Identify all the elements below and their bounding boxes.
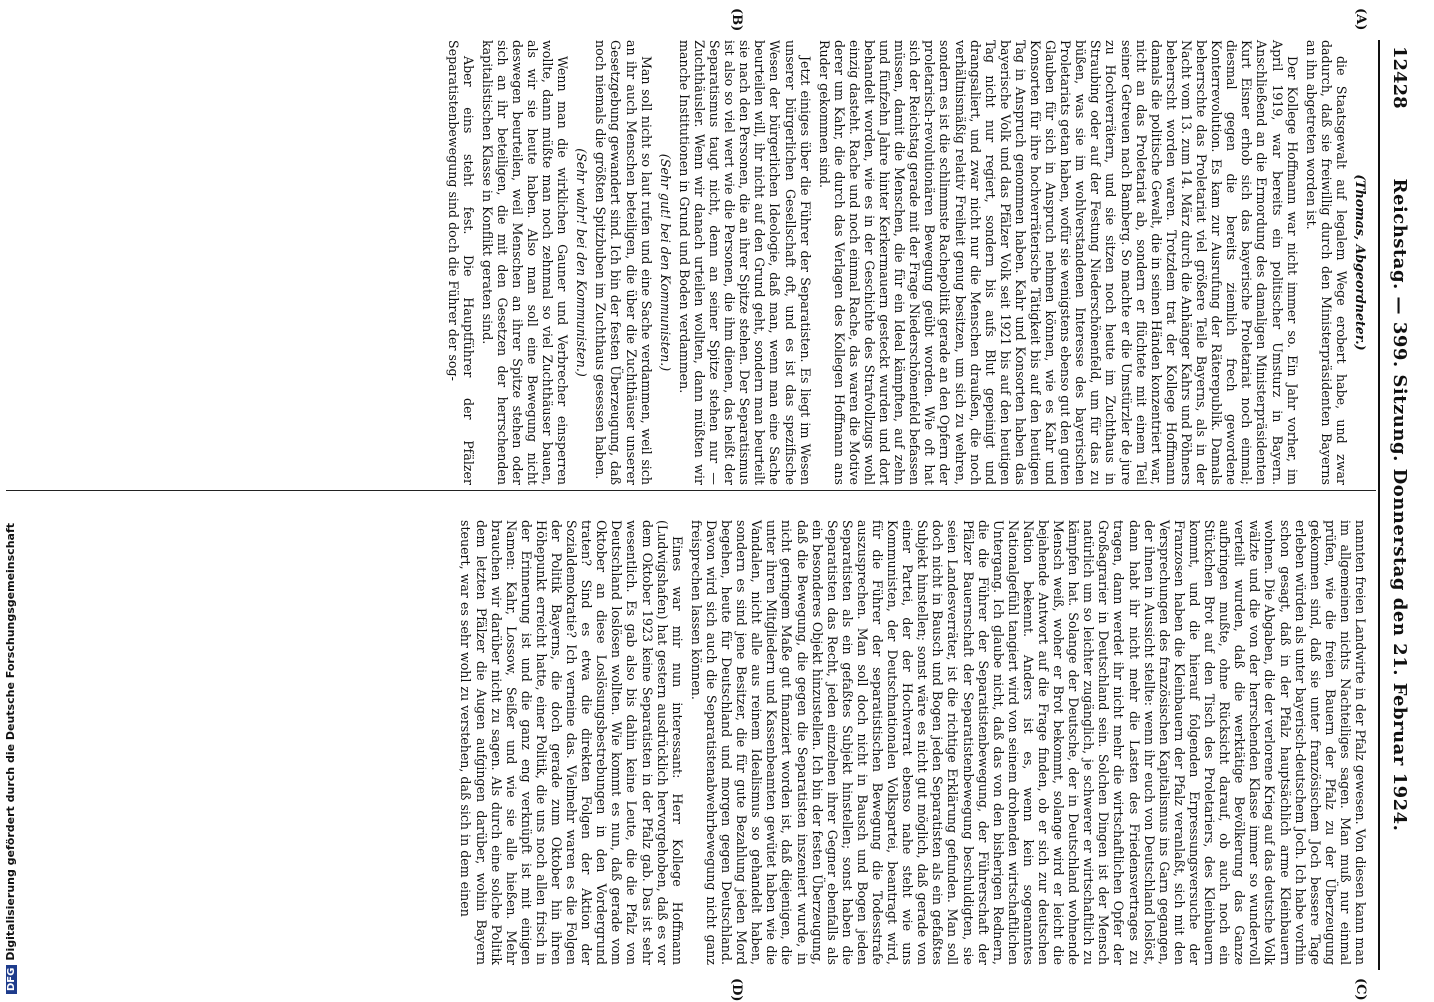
paragraph: Jetzt einiges über die Führer der Separatisten. Es liegt im Wesen unserer bürgerlichen Gesellschaft oft, und es ist das spezifische Wesen der bürgerlichen Ideologie, daß man, wenn man eine Sache beurteilen will, ihr nicht auf den Grund geht, sondern man beurteilt sie nach den Personen, die an ihrer Spitze stehen. Der Separatismus ist also so viel wert wie die Personen, die ihm dienen, das heißt der Separatismus taugt nicht, denn an seiner Spitze stehen nur — Zuchthäusler. Wenn wir danach urteilen wollten, dann müßten wir manche Institutionen in Grund und Boden verdammen. <box>676 40 813 485</box>
paragraph: Aber eins steht fest. Die Hauptführer der Pfälzer Separatistenbewegung sind doch die Führer der sog- <box>445 40 476 485</box>
page-header <box>1378 40 1414 970</box>
margin-marker-d: (D) <box>729 978 744 1002</box>
left-column <box>441 40 1368 485</box>
page-number: 12428 <box>1389 46 1410 109</box>
paragraph: nannten freien Landwirte in der Pfalz gewesen. Von diesen kann man im allgemeinen nichts Nachteiliges sagen. Man muß nur einmal prüfen, wie die freien Bauern der Pfalz zu der Überzeugung gekommen sind, daß sie unter französischem Joch bessere Tage erleben würden als unter bayerisch-deutschem Joch. Ich habe vorhin schon gesagt, daß in der Pfalz hauptsächlich arme Kleinbauern wohnen. Die Abgaben, die der verlorene Krieg auf das deutsche Volk wälzte und die von der herrschenden Klasse immer so wundervoll verteilt wurden, daß die werktätige Bevölkerung das Ganze aufbringen mußte, ohne Rücksicht darauf, ob auch noch ein Stückchen Brot auf den Tisch des Proletariers, des Kleinbauern kommt, und die hierauf folgenden Erpressungsversuche der Franzosen haben die Kleinbauern der Pfalz veranlaßt, sich mit den Versprechungen des französischen Kapitalismus ins Garn gegangen, der ihnen in Aussicht stellte: wenn ihr euch von Deutschland loslöst, dann habt ihr nicht mehr die Lasten des Friedensvertrages zu tragen, dann werdet ihr nicht mehr die wirtschaftlichen Opfer der Großagrarier in Deutschland sein. Solchen Dingen ist der Mensch natürlich um so leichter zugänglich, je schwerer er wirtschaftlich zu kämpfen hat. Solange der Deutsche, der in Deutschland wohnende Mensch weiß, woher er Brot bekommt, solange wird er leicht die bejahende Antwort auf die Frage finden, ob er sich zur deutschen Nation bekennt. Anders ist es, wenn kein sogenanntes Nationalgefühl tangiert wird von seinem drohenden wirtschaftlichen Untergang. Ich glaube nicht, daß das von den bisherigen Rednern, die die Führer der Separatistenbewegung, der Führerschaft der Pfälzer Bauernschaft der Separatistenbewegung beschuldigten, sie seien Landesverräter, ist die richtige Erklärung gefunden. Man soll doch nicht in Bausch und Bogen jeden Separatisten als ein gefaßtes Subjekt hinstellen; sonst wäre es nicht gut möglich, daß gerade von einer Partei, der der Hochverrat ebenso nahe steht wie uns Kommunisten, der Deutschnationalen Volkspartei, beantragt wird, für die Führer der separatistischen Bewegung die Todesstrafe auszusprechen. Man soll doch nicht in Bausch und Bogen jeden Separatisten als ein gefaßtes Subjekt hinstellen; sonst haben die Separatisten das Recht, jeden einzelnen ihrer Gegner ebenfalls als ein besonderes Objekt hinzustellen. Ich bin der festen Überzeugung, daß die Bewegung, die gegen die Separatisten inszeniert wurde, in nicht geringem Maße gut finanziert worden ist, daß diejenigen, die unter ihren Mitgliedern und Kassenbeamten gewütet haben wie die Vandalen, nicht alle aus reinem Idealismus so gehandelt haben, sondern es sind jene Besitzer, die für gute Bezahlung jeden Mord begehen, heute für Deutschland und morgen gegen Deutschland. Davon wird sich auch die Separatistenabwehrbewegung nicht ganz freisprechen lassen können. <box>688 520 1368 965</box>
page-title: Reichstag. — 399. Sitzung. Donnerstag den 21. Februar 1924. <box>1389 178 1410 832</box>
speaker-label: (Thomas, Abgeordneter.) <box>1353 174 1368 351</box>
interjection: (Sehr wahr! bei den Kommunisten.) <box>574 148 590 377</box>
margin-marker-c: (C) <box>1353 978 1368 1001</box>
dfg-logo: DFG <box>6 965 17 994</box>
right-column <box>454 520 1368 965</box>
credit-text: Digitalisierung gefördert durch die Deutsche Forschungsgemeinschaft <box>4 522 17 961</box>
column-divider <box>6 490 1376 491</box>
paragraph: Der Kollege Hoffmann war nicht immer so. Ein Jahr vorher, im April 1919, war bereits ein politischer Umsturz in Bayern. Anschließend an die Ermordung des damaligen Ministerpräsidenten Kurt Eisner erhob sich das bayerische Proletariat noch einmal; diesmal gegen die bereits ziemlich frech gewordene Konterrevolution. Es kam zur Ausrufung der Räterepublik. Damals beherrschte das Proletariat viel größere Teile Bayerns, als in der Nacht vom 13. zum 14. März durch die Anhänger Kahrs und Pöhners beherrscht worden waren. Trotzdem trat der Kollege Hoffmann damals die politische Gewalt, die in seinen Händen konzentriert war, nicht an das Proletariat ab, sondern er flüchtete mit einem Teil seiner Getreuen nach Bamberg. So machte er die Umstürzler de jure zu Hochverrätern, und sie sitzen noch heute im Zuchthaus in Straubing oder auf der Festung Niederschönenfeld, um für das zu büßen, was sie im wohlverstandenen Interesse des bayerischen Proletariats getan haben, wofür sie wenigstens ebenso gut den guten Glauben für sich in Anspruch nehmen können, wie es Kahr und Konsorten für ihre hochverräterische Tätigkeit bis auf den heutigen Tag in Anspruch genommen haben. Kahr und Konsorten haben das bayerische Volk und das Pfälzer Volk seit 1921 bis auf den heutigen Tag nicht nur regiert, sondern bis aufs Blut gepeinigt und drangsaliert, und zwar nicht nur die Menschen draußen, die noch verhältnismäßig relativ Freiheit genug besitzen, um sich zu wehren, sondern es ist die schlimmste Rachepolitik gerade an den Opfern der proletarisch-revolutionären Bewegung geübt worden. Wie oft hat sich der Reichstag gerade mit der Frage Niederschönenfeld befassen müssen, damit die Menschen, die für ein Ideal kämpften, auf zehn und fünfzehn Jahre hinter Kerkermauern gesteckt wurden und dort behandelt worden, wie es in der Geschichte des Strafvollzugs wohl einzig dasteht. Rache und noch einmal Rache, das waren die Motive derer um Kahr, die durch das Verlagen des Kollegen Hoffmann ans Ruder gekommen sind. <box>816 40 1300 485</box>
paragraph: Eines war mir nun interessant: Herr Kollege Hoffmann (Ludwigshafen) hat gestern ausdrücklich hervorgehoben, daß es vor dem Oktober 1923 keine Separatisten in der Pfalz gab. Das ist sehr wesentlich. Es gab also bis dahin keine Leute, die die Pfalz von Deutschland loslösen wollten. Wie kommt es nun, daß gerade vom Oktober an diese Loslösungsbestrebungen in den Vordergrund traten? Sind es etwa die direkten Folgen der Aktion der Sozialdemokratie? Ich verneine das. Vielmehr waren es die Folgen der Politik Bayerns, die doch gerade zum Oktober hin ihren Höhepunkt erreicht hatte, einer Politik, die uns noch allen frisch in der Erinnerung ist und die ganz eng verknüpft ist mit einigen Namen: Kahr, Lossow, Seißer und wie sie alle hießen. Mehr brauchen wir darüber nicht zu sagen. Als durch eine solche Politik dem letzten Pfälzer die Augen aufgingen darüber, wohin Bayern steuert, war es sehr wohl zu verstehen, daß sich in dem einen <box>458 520 685 965</box>
margin-marker-a: (A) <box>1353 8 1368 31</box>
paragraph: die Staatsgewalt auf legalem Wege erobert habe, und zwar dadurch, daß sie freiwillig durch den Ministerpräsidenten Bayerns an ihn abgetreten worden ist. <box>1303 40 1349 485</box>
paragraph: Wenn man die wirklichen Gauner und Verbrecher einsperren wollte, dann müßte man noch zehnmal so viel Zuchthäuser bauen, als wir sie heute haben. Also man soll eine Bewegung nicht deswegen beurteilen, weil Menschen an ihrer Spitze stehen oder sich an ihr beteiligen, die mit den Gesetzen der herrschenden kapitalistischen Klasse in Konflikt geraten sind. <box>479 40 571 485</box>
interjection: (Sehr gut! bei den Kommunisten.) <box>657 153 673 372</box>
margin-marker-b: (B) <box>729 8 744 32</box>
paragraph: Man soll nicht so laut rufen und eine Sache verdammen, weil sich an ihr auch Menschen beteiligen, die über die Zuchthäuser unserer Gesetzgebung gewandert sind. Ich bin der festen Überzeugung, daß noch niemals die größten Spitzbuben im Zuchthaus gesessen haben. <box>593 40 654 485</box>
digitization-credit <box>4 0 20 994</box>
